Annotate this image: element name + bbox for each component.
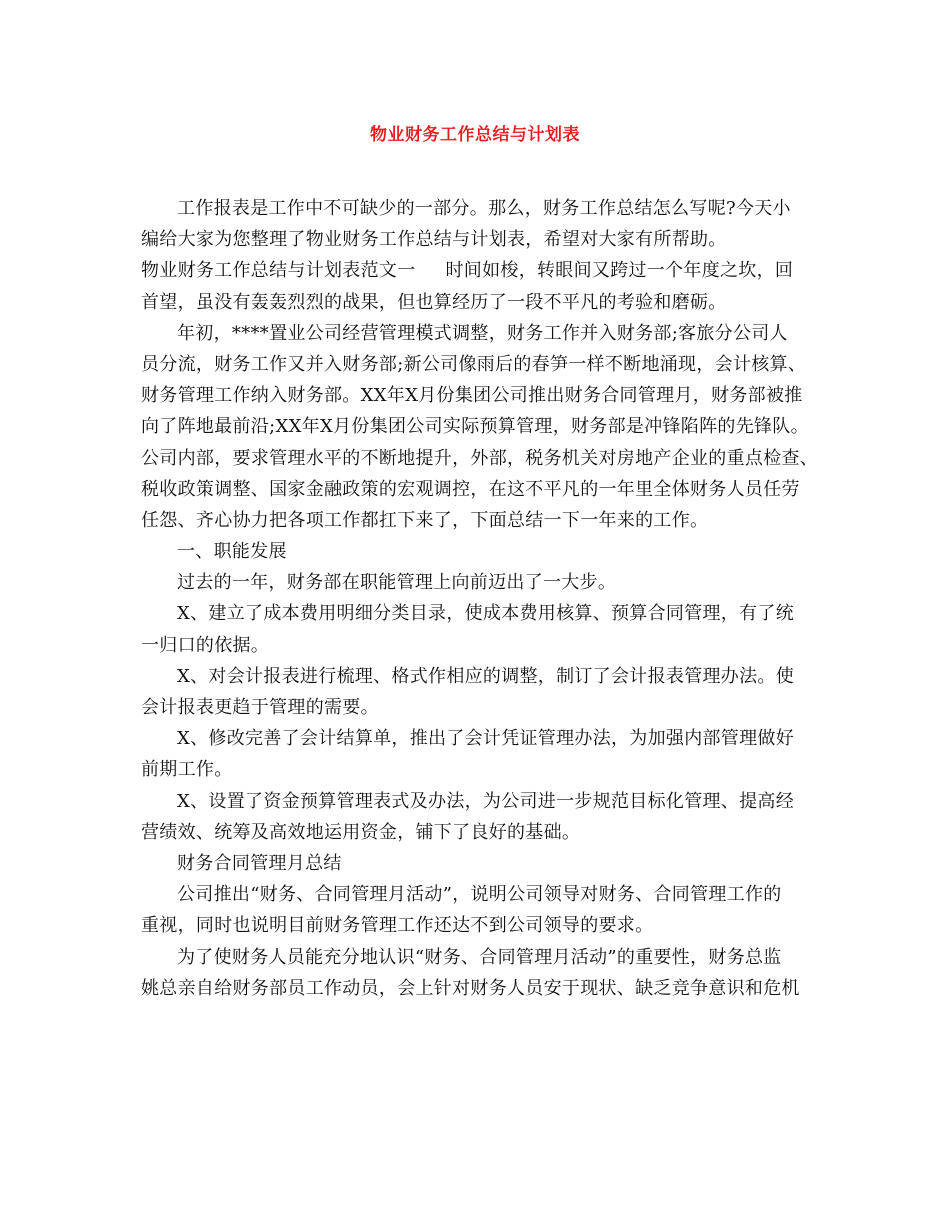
text-line-content: 时间如梭，转眼间又跨过一个年度之坎，回 (445, 260, 794, 282)
document-title: 物业财务工作总结与计划表 (370, 125, 580, 145)
text-line (141, 224, 813, 255)
text-line-content: 前期工作。 (141, 759, 233, 781)
text-line (141, 942, 813, 973)
text-line (141, 349, 813, 380)
text-line (141, 193, 813, 224)
text-line-content: X、对会计报表进行梳理、格式作相应的调整，制订了会计报表管理办法。使 (177, 665, 795, 687)
text-line-content: 姚总亲自给财务部员工作动员，会上针对财务人员安于现状、缺乏竞争意识和危机 (141, 977, 800, 999)
text-line (141, 973, 813, 1004)
text-line (141, 598, 813, 629)
text-line-content: 税收政策调整、国家金融政策的宏观调控，在这不平凡的一年里全体财务人员任劳 (141, 478, 800, 500)
text-line (141, 380, 813, 411)
text-line-content: 公司推出“财务、合同管理月活动”，说明公司领导对财务、合同管理工作的 (177, 884, 782, 906)
document-body (141, 193, 819, 1004)
text-line-content: 首望，虽没有轰轰烈烈的战果，但也算经历了一段不平凡的考验和磨砺。 (141, 291, 727, 313)
text-line (141, 474, 813, 505)
text-line-content: 公司内部，要求管理水平的不断地提升，外部，税务机关对房地产企业的重点检查、 (141, 447, 819, 469)
text-line-content: X、设置了资金预算管理表式及办法，为公司进一步规范目标化管理、提高经 (177, 790, 795, 812)
text-line-content: 财务管理工作纳入财务部。XX年X月份集团公司推出财务合同管理月，财务部被推 (141, 385, 803, 407)
text-line (141, 255, 813, 286)
text-line (141, 817, 813, 848)
text-line-content: 工作报表是工作中不可缺少的一部分。那么，财务工作总结怎么写呢?今天小 (177, 198, 791, 219)
text-line (141, 754, 813, 785)
text-line-content: 财务合同管理月总结 (177, 852, 342, 874)
text-line (141, 786, 813, 817)
text-line (141, 287, 813, 318)
text-line-content: 营绩效、统筹及高效地运用资金，铺下了良好的基础。 (141, 821, 581, 843)
text-line (141, 536, 813, 567)
text-line-content: 为了使财务人员能充分地认识“财务、合同管理月活动”的重要性，财务总监 (177, 946, 782, 968)
text-line-content: 年初，****置业公司经营管理模式调整，财务工作并入财务部;客旅分公司人 (177, 322, 788, 344)
text-line (141, 723, 813, 754)
text-line (141, 879, 813, 910)
text-line-content: 一、职能发展 (177, 541, 287, 563)
text-line (141, 443, 819, 474)
text-line (141, 630, 813, 661)
text-line-content: 任怨、齐心协力把各项工作都扛下来了，下面总结一下一年来的工作。 (141, 509, 709, 531)
text-line (141, 910, 813, 941)
text-line-content: X、建立了成本费用明细分类目录，使成本费用核算、预算合同管理，有了统 (177, 603, 795, 625)
text-line-content: X、修改完善了会计结算单，推出了会计凭证管理办法，为加强内部管理做好 (177, 728, 795, 750)
text-line (141, 505, 813, 536)
text-line-content: 过去的一年，财务部在职能管理上向前迈出了一大步。 (177, 572, 617, 594)
text-line-content: 重视，同时也说明目前财务管理工作还达不到公司领导的要求。 (141, 915, 654, 937)
text-line-content: 会计报表更趋于管理的需要。 (141, 697, 379, 718)
text-line (141, 318, 813, 349)
text-line-content: 物业财务工作总结与计划表范文一 (141, 260, 416, 282)
text-line (141, 848, 813, 879)
text-line-content: 一归口的依据。 (141, 634, 270, 656)
text-line (141, 567, 813, 598)
text-line-content: 员分流，财务工作又并入财务部;新公司像雨后的春笋一样不断地涌现，会计核算、 (141, 353, 807, 375)
text-line (141, 411, 813, 442)
text-line-content: 向了阵地最前沿;XX年X月份集团公司实际预算管理，财务部是冲锋陷阵的先锋队。 (141, 416, 809, 438)
text-line (141, 692, 813, 723)
text-line-content: 编给大家为您整理了物业财务工作总结与计划表，希望对大家有所帮助。 (141, 229, 727, 251)
text-line (141, 661, 813, 692)
